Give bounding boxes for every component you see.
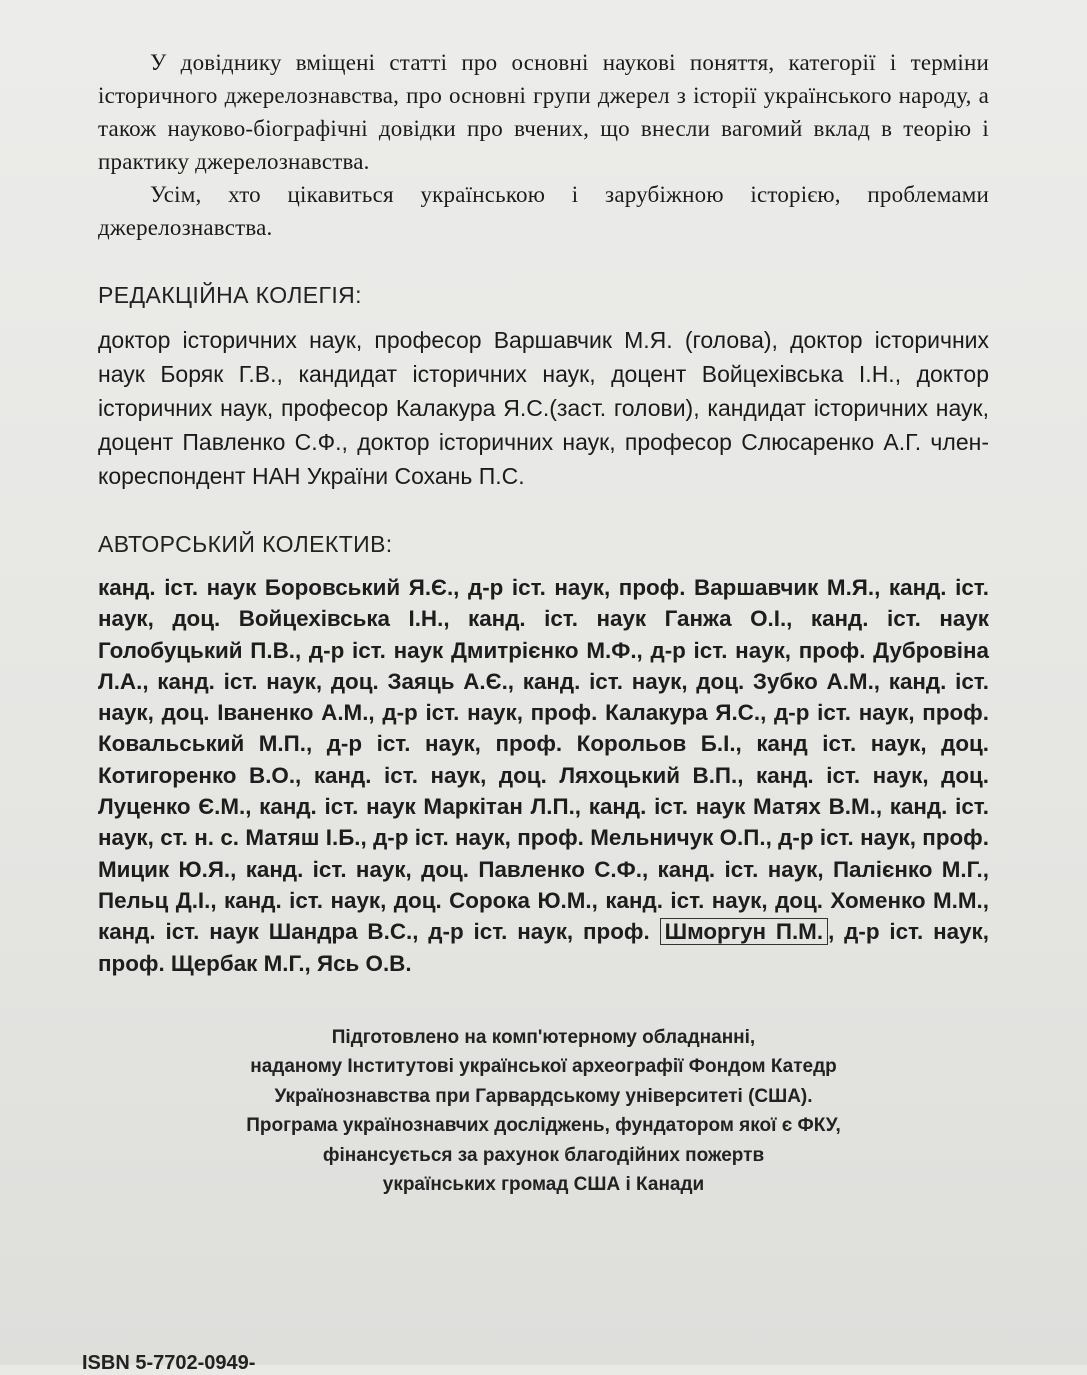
authors-text-tail: , д-р іст. наук, проф. Щербак М.Г., Ясь О.В. <box>98 919 989 976</box>
credits-line-6: українських громад США і Канади <box>382 1174 705 1196</box>
credits-line-5: фінансується за рахунок благодійних пожертв <box>322 1144 765 1166</box>
authors-text <box>98 572 989 979</box>
editorial-board-text: доктор історичних наук, професор Варшавчик М.Я. (голова), доктор історичних наук Боряк Г.В., кандидат історичних наук, доцент Войцехівська І.Н., доктор історичних наук, професор Калакура Я.С.(заст. голови), кандидат історичних наук, доцент Павленко С.Ф., доктор історичних наук, професор Слюсаренко А.Г. член-кореспондент НАН України Сохань П.С. <box>98 327 989 489</box>
intro-section <box>98 46 989 244</box>
intro-paragraph-2: Усім, хто цікавиться українською і зарубіжною історією, проблемами джерелознавства. <box>98 182 989 240</box>
credits-line-1: Підготовлено на комп'ютерному обладнанні, <box>331 1026 756 1048</box>
authors-heading: АВТОРСЬКИЙ КОЛЕКТИВ: <box>98 531 393 557</box>
editorial-board-heading: РЕДАКЦІЙНА КОЛЕГІЯ: <box>98 282 362 308</box>
isbn-line: ISBN 5-7702-0949- <box>82 1352 256 1374</box>
boxed-author-name: Шморгун П.М. <box>660 918 828 945</box>
credits-block <box>98 1023 989 1200</box>
credits-line-2: наданому Інститутові української археографії Фондом Катедр <box>250 1056 837 1078</box>
intro-paragraph-1: У довіднику вміщені статті про основні наукові поняття, категорії і терміни історичного джерелознавства, про основні групи джерел з історії українського народу, а також науково-біографічні довідки про вчених, що внесли вагомий вклад в теорію і практику джерелознавства. <box>98 50 989 174</box>
credits-line-3: Українознавства при Гарвардському університеті (США). <box>274 1085 813 1107</box>
credits-line-4: Програма українознавчих досліджень, фундатором якої є ФКУ, <box>246 1115 841 1137</box>
authors-text-main: канд. іст. наук Боровський Я.Є., д-р іст. наук, проф. Варшавчик М.Я., канд. іст. наук, доц. Войцехівська І.Н., канд. іст. наук Ганжа О.І., канд. іст. наук Голобуцький П.В., д-р іст. наук Дмитрієнко М.Ф., д-р іст. наук, проф. Дубровіна Л.А., канд. іст. наук, доц. Заяць А.Є., канд. іст. наук, доц. Зубко А.М., канд. іст. наук, доц. Іваненко А.М., д-р іст. наук, проф. Калакура Я.С., д-р іст. наук, проф. Ковальський М.П., д-р іст. наук, проф. Корольов Б.І., канд іст. наук, доц. Котигоренко В.О., канд. іст. наук, доц. Ляхоцький В.П., канд. іст. наук, доц. Луценко Є.М., канд. іст. наук Маркітан Л.П., канд. іст. наук Матях В.М., канд. іст. наук, ст. н. с. Матяш І.Б., д-р іст. наук, проф. Мельничук О.П., д-р іст. наук, проф. Мицик Ю.Я., канд. іст. наук, доц. Павленко С.Ф., канд. іст. наук, Палієнко М.Г., Пельц Д.І., канд. іст. наук, доц. Сорока Ю.М., канд. іст. наук, доц. Хоменко М.М., канд. іст. наук Шандра В.С., д-р іст. наук, проф. <box>98 575 989 945</box>
